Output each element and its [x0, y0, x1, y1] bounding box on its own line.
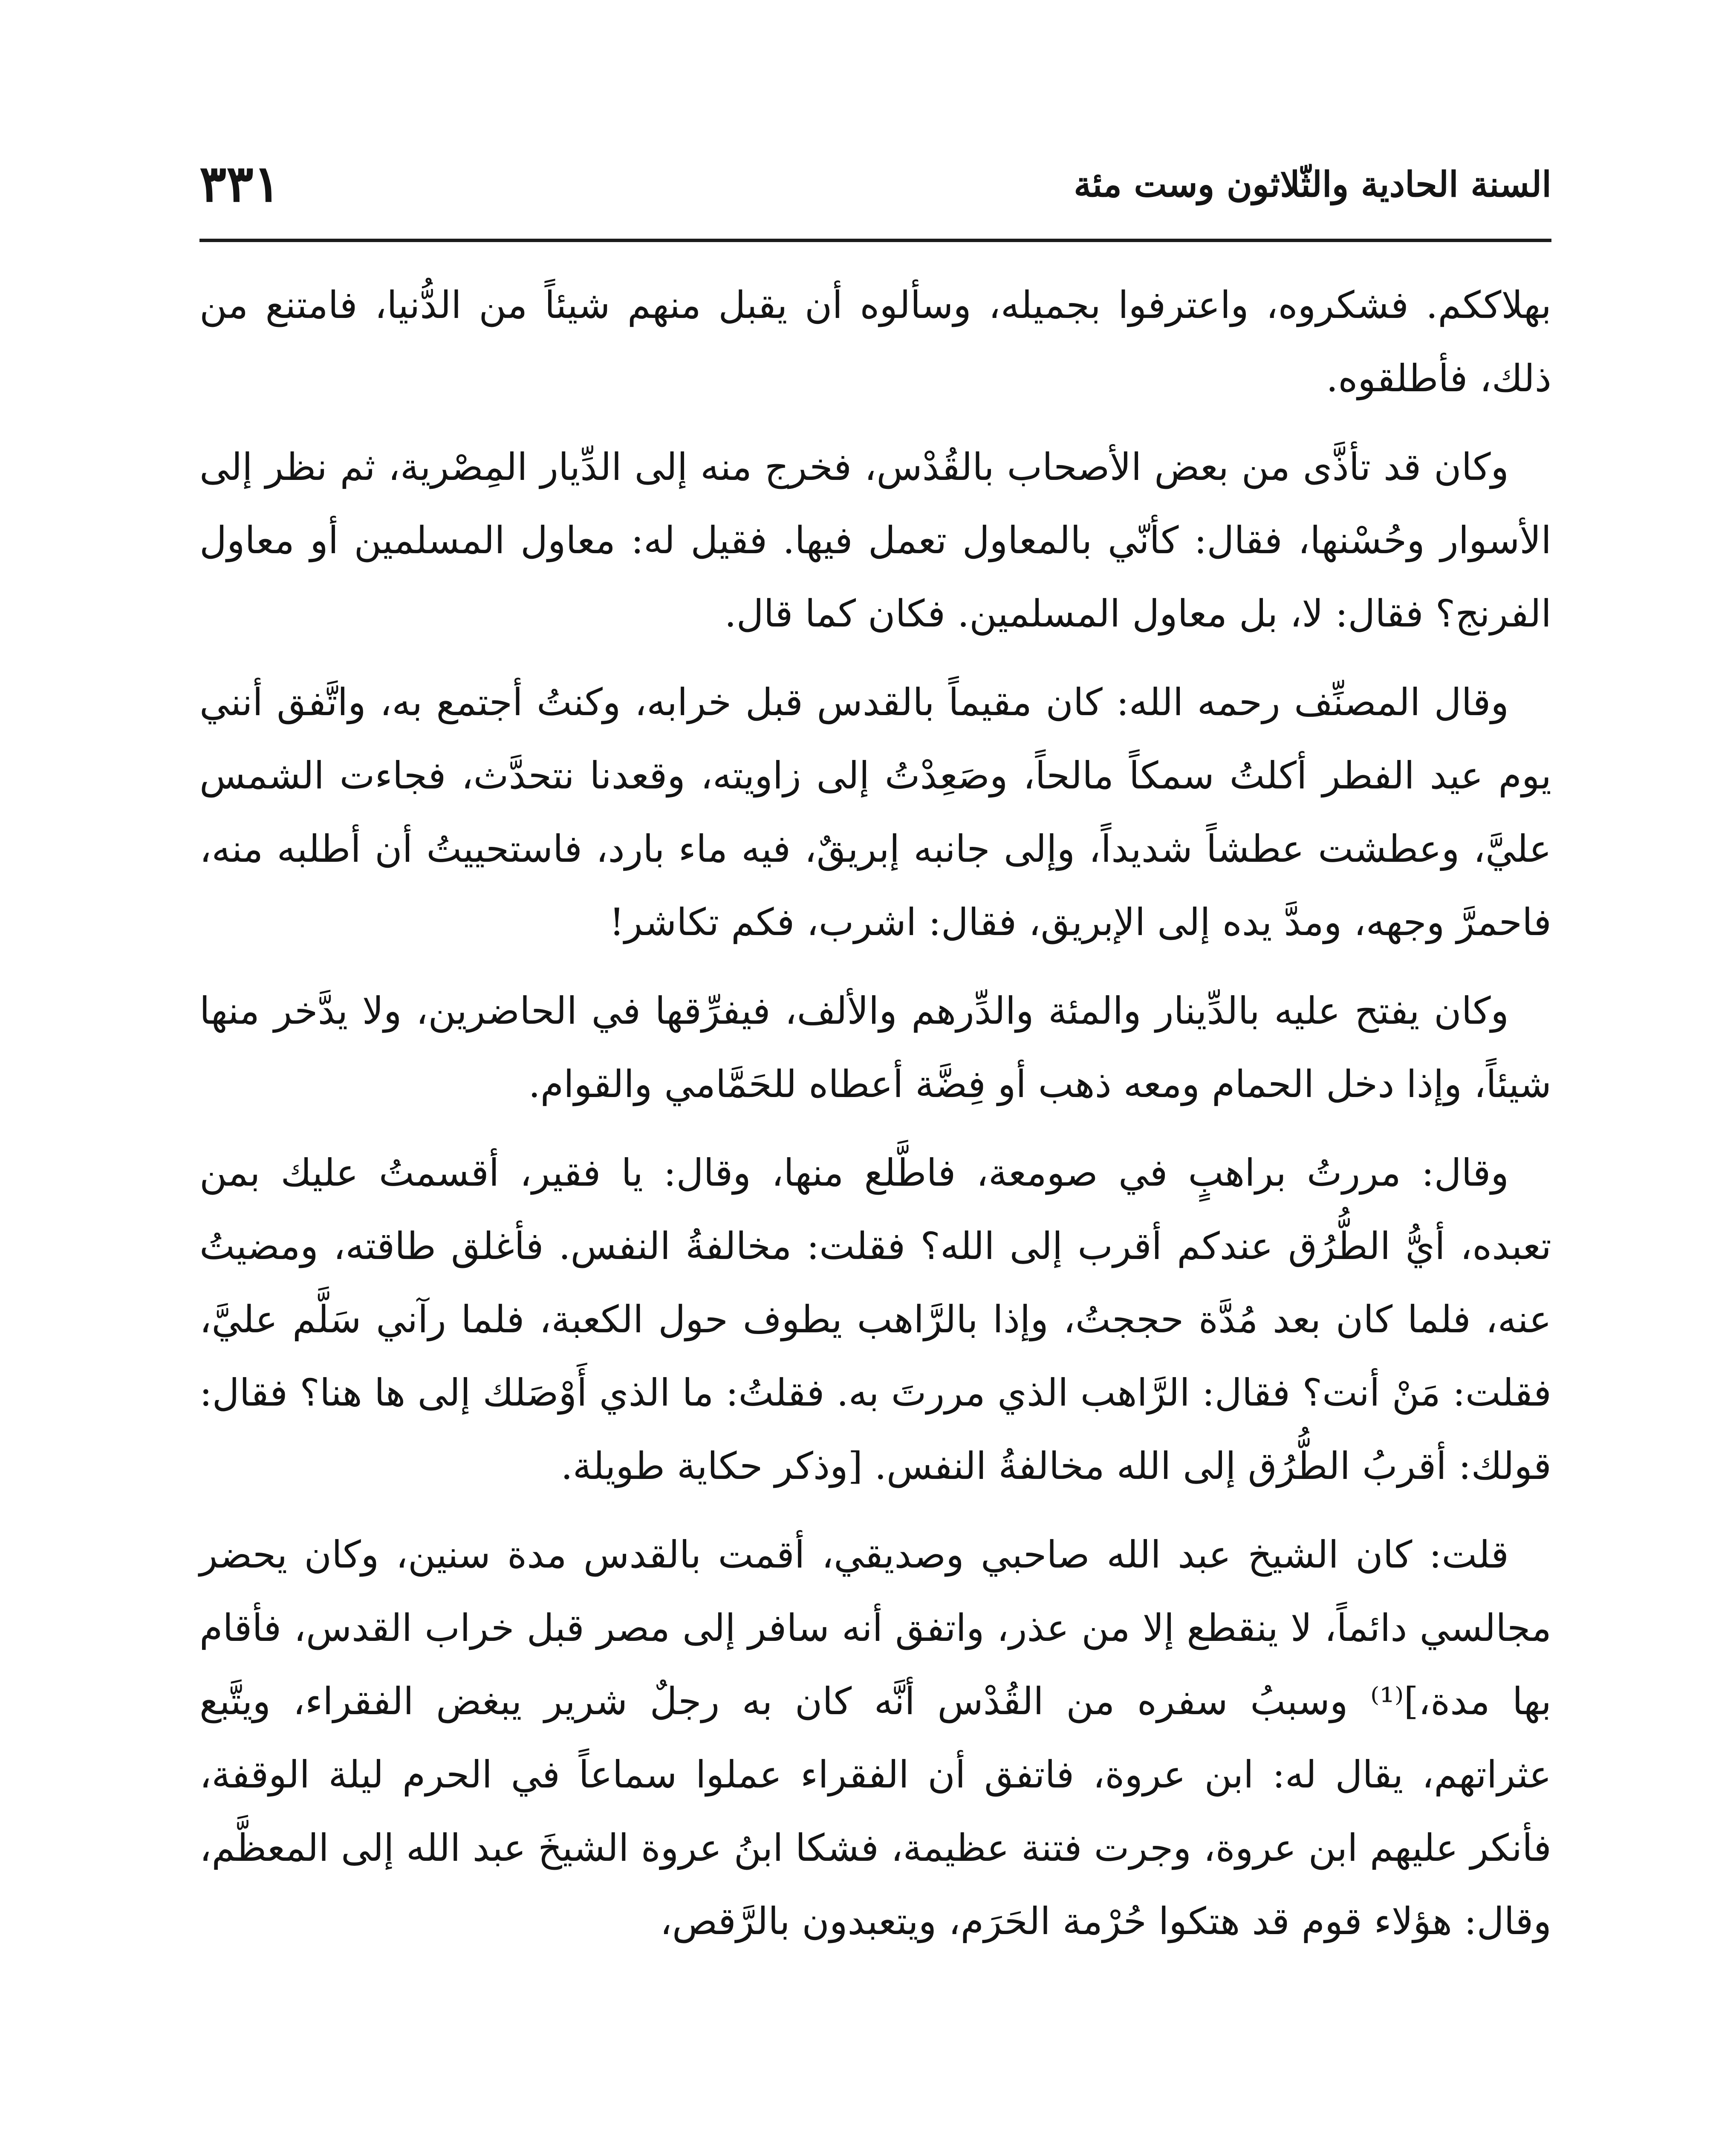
- paragraph: وقال: مررتُ براهبٍ في صومعة، فاطَّلع منها، وقال: يا فقير، أقسمتُ عليك بمن تعبده، أيُّ الطُّرُق عندكم أقرب إلى الله؟ فقلت: مخالفةُ النفس. فأغلق طاقته، ومضيتُ عنه، فلما كان بعد مُدَّة حججتُ، وإذا بالرَّاهب يطوف حول الكعبة، فلما رآني سَلَّم عليَّ، فقلت: مَنْ أنت؟ فقال: الرَّاهب الذي مررتَ به. فقلتُ: ما الذي أَوْصَلك إلى ها هنا؟ فقال: قولك: أقربُ الطُّرُق إلى الله مخالفةُ النفس. [وذكر حكاية طويلة.: [199, 1151, 1551, 1488]
- paragraph: وكان قد تأذَّى من بعض الأصحاب بالقُدْس، فخرج منه إلى الدِّيار المِصْرية، ثم نظر إلى الأسوار وحُسْنها، فقال: كأنّي بالمعاول تعمل فيها. فقيل له: معاول المسلمين أو معاول الفرنج؟ فقال: لا، بل معاول المسلمين. فكان كما قال.: [199, 445, 1551, 635]
- paragraph: وقال المصنِّف رحمه الله: كان مقيماً بالقدس قبل خرابه، وكنتُ أجتمع به، واتَّفق أنني يوم عيد الفطر أكلتُ سمكاً مالحاً، وصَعِدْتُ إلى زاويته، وقعدنا نتحدَّث، فجاءت الشمس عليَّ، وعطشت عطشاً شديداً، وإلى جانبه إبريقٌ، فيه ماء بارد، فاستحييتُ أن أطلبه منه، فاحمرَّ وجهه، ومدَّ يده إلى الإبريق، فقال: اشرب، فكم تكاشر!: [199, 680, 1551, 944]
- page-number: ٣٣١: [199, 154, 281, 213]
- paragraph: قلت: كان الشيخ عبد الله صاحبي وصديقي، أقمت بالقدس مدة سنين، وكان يحضر مجالسي دائماً، لا ينقطع إلا من عذر، واتفق أنه سافر إلى مصر قبل خراب القدس، فأقام بها مدة،]⁽¹⁾ وسببُ سفره من القُدْس أنَّه كان به رجلٌ شرير يبغض الفقراء، ويتَّبع عثراتهم، يقال له: ابن عروة، فاتفق أن الفقراء عملوا سماعاً في الحرم ليلة الوقفة، فأنكر عليهم ابن عروة، وجرت فتنة عظيمة، فشكا ابنُ عروة الشيخَ عبد الله إلى المعظَّم، وقال: هؤلاء قوم قد هتكوا حُرْمة الحَرَم، ويتعبدون بالرَّقص،: [199, 1533, 1551, 1943]
- paragraph: بهلاككم. فشكروه، واعترفوا بجميله، وسألوه أن يقبل منهم شيئاً من الدُّنيا، فامتنع من ذلك، فأطلقوه.: [199, 283, 1551, 400]
- main-text: [199, 269, 1551, 1973]
- page-header: [199, 153, 1551, 226]
- header-rule: [199, 239, 1551, 242]
- paragraph: وكان يفتح عليه بالدِّينار والمئة والدِّرهم والألف، فيفرِّقها في الحاضرين، ولا يدَّخر منها شيئاً، وإذا دخل الحمام ومعه ذهب أو فِضَّة أعطاه للحَمَّامي والقوام.: [199, 989, 1551, 1106]
- running-title: السنة الحادية والثّلاثون وست مئة: [1074, 164, 1551, 205]
